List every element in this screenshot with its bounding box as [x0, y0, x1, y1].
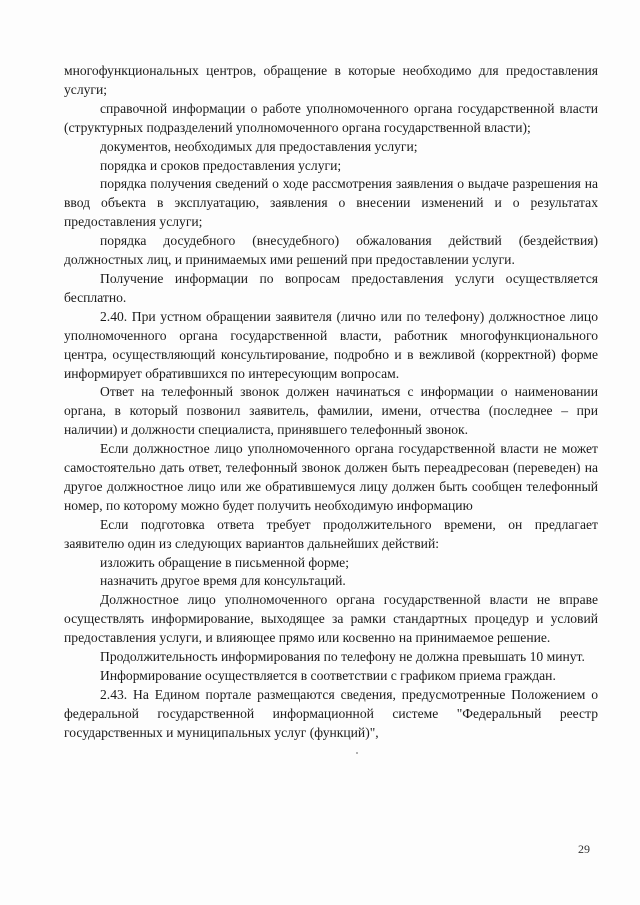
paragraph-5: порядка получения сведений о ходе рассмотрения заявления о выдаче разрешения на ввод объекта в эксплуатацию, заявления о внесении изменений и о результатах предоставления услуги; — [64, 176, 598, 230]
paragraph-14: Должностное лицо уполномоченного органа государственной власти не вправе осуществлять информирование, выходящее за рамки стандартных процедур и условий предоставления услуги, и влияющее прямо или косвенно на принимаемое решение. — [64, 592, 598, 646]
paragraph-17: 2.43. На Едином портале размещаются сведения, предусмотренные Положением о федеральной государственной информационной системе "Федеральный реестр государственных и муниципальных услуг (функций)", — [64, 686, 598, 740]
scan-speck — [356, 752, 358, 754]
document-body — [64, 62, 598, 743]
paragraph-16: Информирование осуществляется в соответствии с графиком приема граждан. — [100, 668, 556, 683]
paragraph-1: многофункциональных центров, обращение в которые необходимо для предоставления услуги; — [64, 63, 598, 97]
paragraph-10: Если должностное лицо уполномоченного органа государственной власти не может самостоятельно дать ответ, телефонный звонок должен быть переадресован (переведен) на другое должностное лицо или же обратившемуся лицу должен быть сообщен телефонный номер, по которому можно будет получить необходимую информацию — [64, 441, 598, 513]
paragraph-6: порядка досудебного (внесудебного) обжалования действий (бездействия) должностных лиц, и принимаемых ими решений при предоставлении услуги. — [64, 233, 598, 268]
paragraph-11: Если подготовка ответа требует продолжительного времени, он предлагает заявителю один из следующих вариантов дальнейших действий: — [64, 516, 598, 551]
paragraph-2: справочной информации о работе уполномоченного органа государственной власти (структурных подразделений уполномоченного органа государственной власти); — [64, 100, 598, 135]
paragraph-7: Получение информации по вопросам предоставления услуги осуществляется бесплатно. — [64, 270, 598, 305]
paragraph-15: Продолжительность информирования по телефону не должна превышать 10 минут. — [100, 649, 585, 665]
paragraph-4: порядка и сроков предоставления услуги; — [100, 157, 342, 173]
paragraph-9: Ответ на телефонный звонок должен начинаться с информации о наименовании органа, в который позвонил заявитель, фамилии, имени, отчества (последнее – при наличии) и должности специалиста, принявшего телефонный звонок. — [64, 384, 598, 438]
paragraph-8: 2.40. При устном обращении заявителя (лично или по телефону) должностное лицо уполномоченного органа государственной власти, работник многофункционального центра, осуществляющий консультирование, подробно и в вежливой (корректной) форме информирует обратившихся по интересующим вопросам. — [64, 308, 598, 381]
paragraph-3: документов, необходимых для предоставления услуги; — [100, 138, 418, 154]
page-number: 29 — [578, 842, 590, 856]
paragraph-12: изложить обращение в письменной форме; — [100, 554, 349, 570]
paragraph-13: назначить другое время для консультаций. — [100, 573, 346, 589]
